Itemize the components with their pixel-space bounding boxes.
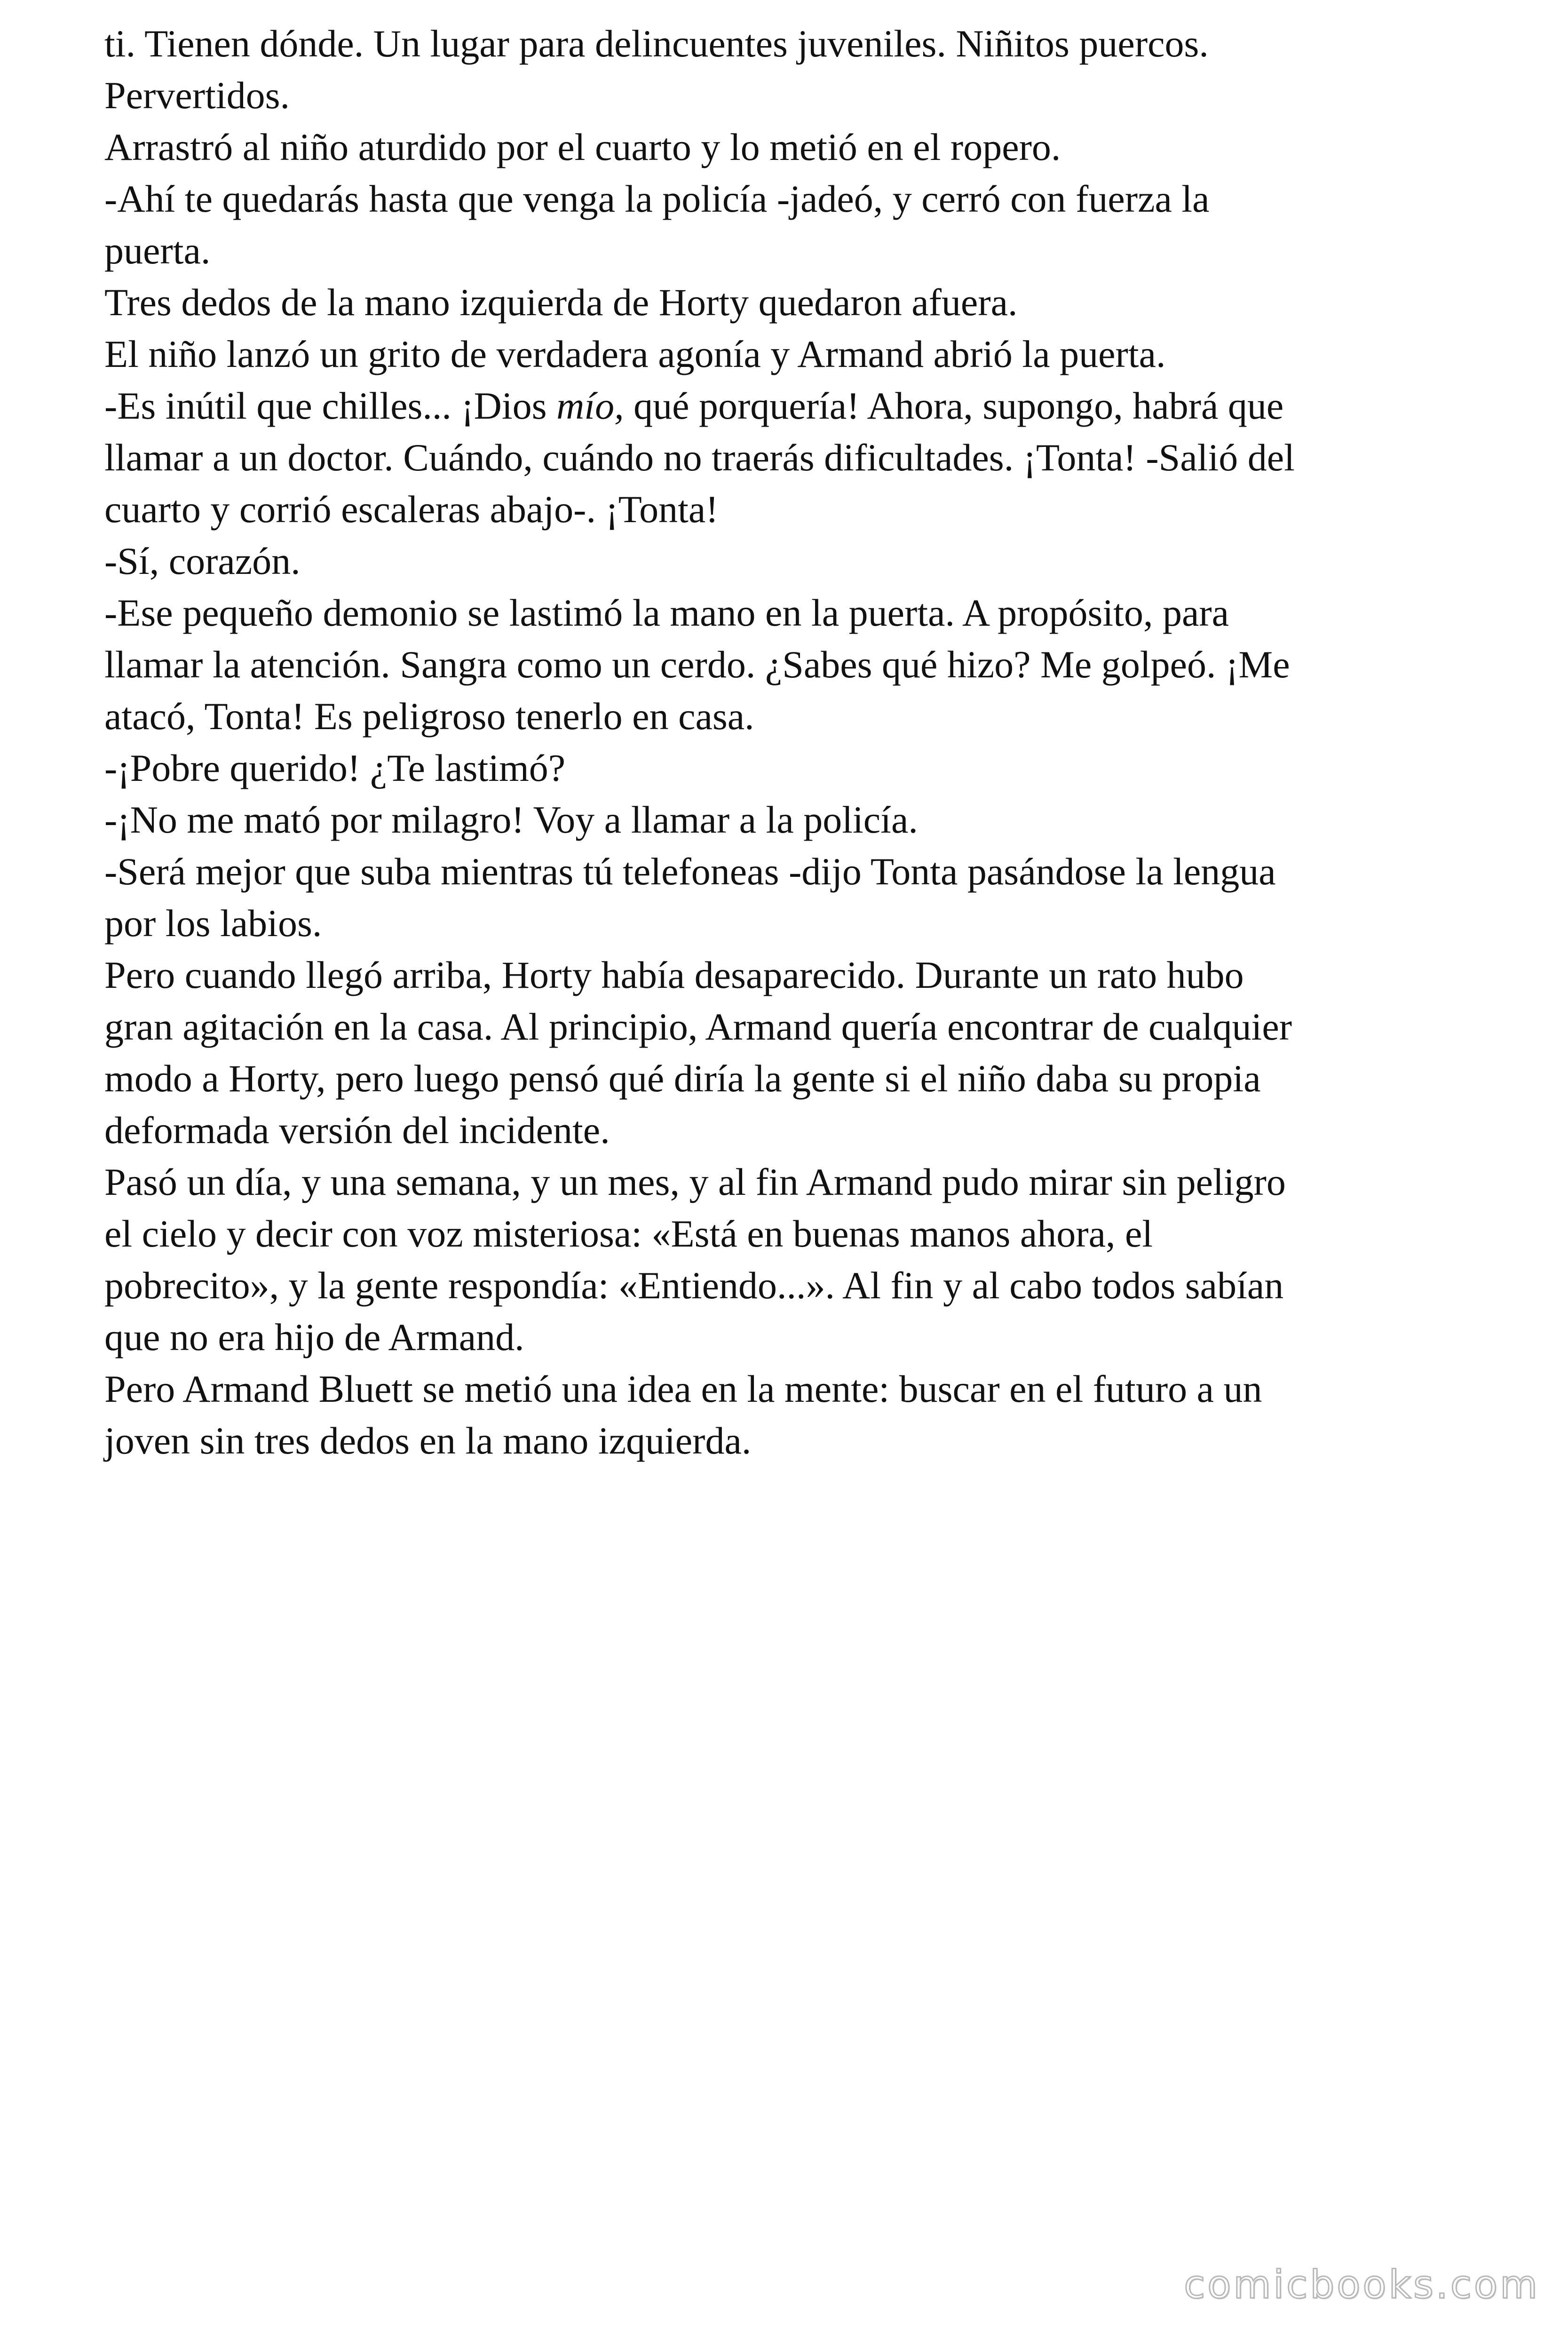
text-segment: -Ahí te quedarás hasta que venga la policía -jadeó, y cerró con fuerza la xyxy=(104,177,1210,220)
text-segment: -Será mejor que suba mientras tú telefoneas -dijo Tonta pasándose la lengua xyxy=(104,850,1276,893)
text-segment: -¡Pobre querido! ¿Te lastimó? xyxy=(104,747,566,789)
text-segment: por los labios. xyxy=(104,902,322,945)
watermark-logo: comicbooks.com xyxy=(1184,2263,1540,2307)
text-line xyxy=(104,328,1487,380)
text-segment: -Es inútil que chilles... ¡Dios xyxy=(104,384,557,427)
text-line xyxy=(104,898,1487,949)
body-text xyxy=(104,18,1487,1467)
text-segment: Pasó un día, y una semana, y un mes, y al fin Armand pudo mirar sin peligro xyxy=(104,1160,1286,1203)
text-segment: -Ese pequeño demonio se lastimó la mano en la puerta. A propósito, para xyxy=(104,591,1229,634)
text-segment: Pervertidos. xyxy=(104,74,290,117)
text-line xyxy=(104,484,1487,535)
text-line xyxy=(104,535,1487,587)
text-segment: llamar a un doctor. Cuándo, cuándo no traerás dificultades. ¡Tonta! -Salió del xyxy=(104,436,1295,479)
text-segment: -¡No me mató por milagro! Voy a llamar a la policía. xyxy=(104,798,918,841)
text-segment: Pero Armand Bluett se metió una idea en la mente: buscar en el futuro a un xyxy=(104,1367,1262,1410)
text-segment: cuarto y corrió escaleras abajo-. ¡Tonta! xyxy=(104,488,719,531)
text-line xyxy=(104,949,1487,1001)
text-line xyxy=(104,1208,1487,1260)
text-segment: llamar la atención. Sangra como un cerdo. ¿Sabes qué hizo? Me golpeó. ¡Me xyxy=(104,643,1290,686)
text-line xyxy=(104,846,1487,898)
text-segment: ti. Tienen dónde. Un lugar para delincuentes juveniles. Niñitos puercos. xyxy=(104,22,1209,65)
text-segment: -Sí, corazón. xyxy=(104,540,301,582)
text-segment: que no era hijo de Armand. xyxy=(104,1316,524,1359)
text-line xyxy=(104,225,1487,277)
text-line xyxy=(104,691,1487,742)
text-segment: el cielo y decir con voz misteriosa: «Está en buenas manos ahora, el xyxy=(104,1212,1153,1255)
text-line xyxy=(104,173,1487,225)
text-line xyxy=(104,1311,1487,1363)
text-segment: puerta. xyxy=(104,229,211,272)
text-line xyxy=(104,432,1487,484)
text-segment: Arrastró al niño aturdido por el cuarto y lo metió en el ropero. xyxy=(104,126,1061,168)
text-line xyxy=(104,742,1487,794)
text-line xyxy=(104,587,1487,639)
text-segment: deformada versión del incidente. xyxy=(104,1109,610,1152)
text-line xyxy=(104,380,1487,432)
text-line xyxy=(104,70,1487,121)
text-segment: joven sin tres dedos en la mano izquierda. xyxy=(104,1419,752,1462)
text-segment: Tres dedos de la mano izquierda de Horty quedaron afuera. xyxy=(104,281,1018,324)
text-segment: Pero cuando llegó arriba, Horty había desaparecido. Durante un rato hubo xyxy=(104,954,1244,996)
text-line xyxy=(104,1260,1487,1311)
text-segment: gran agitación en la casa. Al principio, Armand quería encontrar de cualquier xyxy=(104,1005,1292,1048)
text-line xyxy=(104,794,1487,846)
text-line xyxy=(104,18,1487,70)
text-line xyxy=(104,1001,1487,1053)
text-line xyxy=(104,1104,1487,1156)
text-segment: atacó, Tonta! Es peligroso tenerlo en casa. xyxy=(104,695,754,738)
text-segment: El niño lanzó un grito de verdadera agonía y Armand abrió la puerta. xyxy=(104,333,1166,375)
text-segment: pobrecito», y la gente respondía: «Entiendo...». Al fin y al cabo todos sabían xyxy=(104,1264,1284,1307)
text-line xyxy=(104,1053,1487,1104)
text-line xyxy=(104,1415,1487,1467)
text-segment: qué porquería! Ahora, supongo, habrá que xyxy=(624,384,1284,427)
text-line xyxy=(104,1156,1487,1208)
text-line xyxy=(104,121,1487,173)
text-segment: modo a Horty, pero luego pensó qué diría la gente si el niño daba su propia xyxy=(104,1057,1261,1100)
italic-text: mío, xyxy=(556,384,624,427)
text-line xyxy=(104,639,1487,691)
text-line xyxy=(104,1363,1487,1415)
text-line xyxy=(104,277,1487,328)
